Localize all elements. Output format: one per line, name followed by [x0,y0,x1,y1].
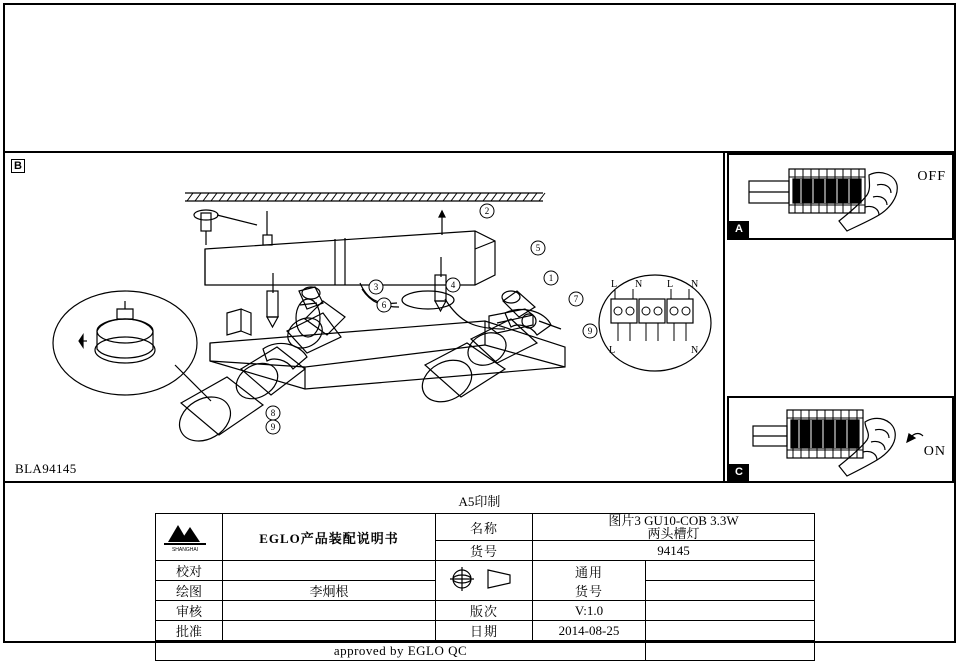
value-checked-by [223,601,436,621]
label-item-number: 货号 [436,541,533,561]
label-version: 版次 [436,601,533,621]
svg-text:N: N [691,345,699,356]
label-generic-item [533,561,646,601]
title-block-area [5,483,954,658]
svg-text:9: 9 [587,326,593,336]
panel-letter-a: A [729,221,749,238]
switch-off-illustration [729,155,952,238]
value-generic-item-4 [646,621,815,641]
label-drawn-by: 绘图 [156,581,223,601]
switch-off-state-label: OFF [917,169,946,184]
svg-text:7: 7 [573,294,579,304]
terminal-label-n1: N [635,279,643,290]
value-product-name [533,514,815,541]
terminal-label-l2: L [667,279,674,290]
brand-logo-cell [156,514,223,561]
value-date: 2014-08-25 [533,621,646,641]
svg-text:1: 1 [548,273,554,283]
approved-by-eglo-qc: approved by EGLO QC [156,641,646,661]
svg-text:L: L [609,345,616,356]
svg-text:8: 8 [270,408,276,418]
svg-text:4: 4 [450,280,456,290]
projection-symbol-icon [436,564,532,594]
value-generic-item-3 [646,601,815,621]
assembly-drawing-box [5,153,725,483]
eglo-logo-icon [160,520,218,554]
switch-off-panel [727,153,954,240]
svg-text:2: 2 [484,206,490,216]
table-row [156,514,815,541]
product-code-label: BLA94145 [15,461,77,476]
svg-text:3: 3 [373,282,379,292]
switch-on-panel [727,396,954,483]
product-name-line1: 图片3 GU10-COB 3.3W [608,513,739,528]
value-proofread [223,561,436,581]
symbol-cell [436,561,533,601]
generic-label-line1: 通用 [574,564,603,580]
panel-letter-c: C [729,464,749,481]
top-blank-band [5,5,954,153]
terminal-label-n2: N [691,279,699,290]
table-row [156,561,815,581]
step-label-b: B [11,159,25,173]
svg-text:9: 9 [270,422,276,432]
table-row [156,621,815,641]
product-name-line2: 两头槽灯 [647,526,700,541]
value-generic-item-1 [646,561,815,581]
svg-text:6: 6 [381,300,387,310]
value-generic-item-2 [646,581,815,601]
label-approved-by: 批准 [156,621,223,641]
table-row [156,601,815,621]
value-item-number: 94145 [533,541,815,561]
terminal-label-l1: L [611,279,618,290]
value-approved-by [223,621,436,641]
label-name: 名称 [436,514,533,541]
label-proofread: 校对 [156,561,223,581]
value-generic-item-5 [646,641,815,661]
main-drawing-area [5,153,954,483]
svg-text:SHANGHAI: SHANGHAI [171,547,199,553]
assembly-illustration [5,153,725,483]
title-block-main-title: EGLO产品装配说明书 [223,514,436,561]
switch-on-illustration [729,398,952,481]
value-version: V:1.0 [533,601,646,621]
switch-on-state-label: ON [923,444,946,459]
print-note: A5印制 [458,494,501,509]
generic-label-line2: 货号 [574,583,603,599]
title-block-table [155,513,815,661]
svg-text:5: 5 [535,243,541,253]
table-row [156,641,815,661]
label-date: 日期 [436,621,533,641]
value-drawn-by: 李炯根 [223,581,436,601]
label-checked-by: 审核 [156,601,223,621]
